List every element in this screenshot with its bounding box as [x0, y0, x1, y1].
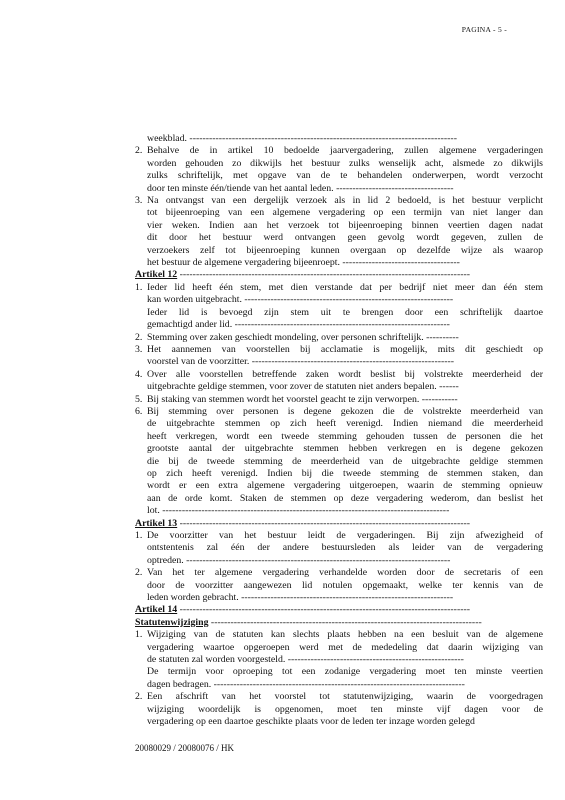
article-filler-dashes: -----------------------------------------------------------------------------------------: [177, 604, 470, 616]
text-line: leden worden gebracht. -----------------------------------------------------------------: [147, 592, 454, 604]
text-line: vergadering waartoe opgeroepen werd met de mededeling dat daarin wijziging van: [147, 641, 543, 653]
list-item: [135, 133, 543, 145]
text-line: worden gehouden zo dikwijls het bestuur zulks wenselijk acht, alsmede zo dikwijls: [147, 157, 543, 169]
text-line: dit door het bestuur werd ontvangen geen gevolg wordt gegeven, zullen de: [147, 232, 543, 244]
text-line: door ten minste één/tiende van het aantal leden. ------------------------------------: [147, 182, 454, 194]
text-line: op zich heeft verenigd. Indien bij die tweede stemming de stemmen staken, dan: [147, 467, 543, 479]
list-item: [135, 369, 543, 394]
list-item-number: 6.: [135, 405, 143, 417]
text-line: Stemming over zaken geschiedt mondeling, over personen schriftelijk. ----------: [147, 331, 459, 343]
document-body: [135, 133, 543, 729]
text-line: door de voorzitter aangewezen lid notulen opgemaakt, welke ter kennis van de: [147, 579, 543, 591]
list-item-number: 3.: [135, 343, 143, 355]
text-line: Het aannemen van voorstellen bij acclamatie is mogelijk, mits dit geschiedt op: [147, 343, 543, 355]
list-item-number: [135, 133, 147, 145]
list-item: [135, 629, 543, 691]
page-number: PAGINA - 5 -: [461, 25, 507, 34]
text-line: die bij de tweede stemming de meerderheid van de uitgebrachte geldige stemmen: [147, 455, 543, 467]
list-item: [135, 344, 543, 369]
list-item-number: 1.: [135, 629, 143, 641]
list-item-number: 2.: [135, 567, 143, 579]
text-line: Ieder lid heeft één stem, met dien verstande dat per bedrijf niet meer dan één stem: [147, 281, 543, 293]
list-item: [135, 394, 543, 406]
list-item: [135, 691, 543, 728]
text-line: Een afschrift van het voorstel tot statutenwijziging, waarin de voorgedragen: [147, 691, 543, 703]
text-line: de statuten zal worden voorgesteld. ------------------------------------------------------: [147, 654, 464, 666]
text-line: verzoekers zelf tot bijeenroeping kunnen overgaan op dezelfde wijze als waarop: [147, 244, 543, 256]
text-line: het bestuur de algemene vergadering bijeenroept. ------------------------------------: [147, 257, 460, 269]
article-filler-dashes: -----------------------------------------------------------------------------------------: [177, 269, 470, 281]
article-title: Artikel 13: [135, 517, 178, 529]
text-line: grootste aantal der uitgebrachte stemmen hebben verkregen en is degene gekozen: [147, 443, 543, 455]
text-line: ontstentenis zal één der andere bestuursleden als leider van de vergadering: [147, 542, 543, 554]
text-line: De voorzitter van het bestuur leidt de vergaderingen. Bij zijn afwezigheid of: [147, 530, 543, 541]
article-heading: [135, 518, 543, 530]
text-line: Wijziging van de statuten kan slechts plaats hebben na een besluit van de algemene: [147, 629, 543, 641]
text-line: Over alle voorstellen betreffende zaken wordt beslist bij volstrekte meerderheid der: [147, 368, 543, 380]
text-line: voorstel van de voorzitter. --------------------------------------------------------------: [147, 356, 455, 368]
text-line: wijziging woordelijk is opgenomen, moet ten minste vijf dagen voor de: [147, 703, 543, 715]
article-title: Artikel 14: [135, 604, 178, 616]
text-line: Na ontvangst van een dergelijk verzoek als in lid 2 bedoeld, is het bestuur verplicht: [147, 195, 543, 207]
list-item-number: 2.: [135, 691, 143, 703]
text-line: uitgebrachte geldige stemmen, voor zover de statuten niet anders bepalen. ------: [147, 381, 459, 393]
article-heading: [135, 604, 543, 616]
text-line: weekblad. ----------------------------------------------------------------------------------: [147, 133, 457, 144]
text-line: aan de orde komt. Staken de stemmen op deze vergadering wederom, dan beslist het: [147, 492, 543, 504]
text-line: kan worden uitgebracht. ----------------------------------------------------------------: [147, 294, 454, 306]
list-item: [135, 282, 543, 332]
list-item-number: 5.: [135, 393, 143, 405]
list-item: [135, 145, 543, 195]
article-heading: [135, 269, 543, 281]
article-filler-dashes: -----------------------------------------------------------------------------------: [208, 616, 482, 628]
text-line: optreden. ---------------------------------------------------------------------------------: [147, 554, 451, 566]
text-line: Behalve de in artikel 10 bedoelde jaarvergadering, zullen algemene vergaderingen: [147, 145, 543, 157]
text-line: heeft verkregen, wordt een tweede stemming gehouden tussen de personen die het: [147, 430, 543, 442]
text-line: de uitgebrachte stemmen op zich heeft verenigd. Indien niemand die meerderheid: [147, 418, 543, 430]
list-item: [135, 530, 543, 567]
list-item-number: 2.: [135, 145, 143, 157]
list-item-number: 4.: [135, 368, 143, 380]
text-line: zulks schriftelijk, met opgave van de te behandelen onderwerpen, wordt verzocht: [147, 170, 543, 182]
article-heading: [135, 617, 543, 629]
list-item-number: 1.: [135, 281, 143, 293]
text-line: lot. ----------------------------------------------------------------------------------------: [147, 505, 450, 517]
article-title: Statutenwijziging: [135, 616, 209, 628]
list-item: [135, 332, 543, 344]
list-item-number: 3.: [135, 195, 143, 207]
text-line: De termijn voor oproeping tot een zodanige vergadering moet ten minste veertien: [147, 666, 543, 678]
list-item: [135, 195, 543, 269]
text-line: tot bijeenroeping van een algemene vergadering op een termijn van niet langer dan: [147, 207, 543, 219]
text-line: Ieder lid is bevoegd zijn stem uit te brengen door een schriftelijk daartoe: [147, 306, 543, 318]
text-line: dagen bedragen. -----------------------------------------------------------------------------: [147, 678, 465, 690]
document-reference: 20080029 / 20080076 / HK: [135, 743, 234, 753]
list-item-number: 1.: [135, 530, 143, 541]
text-line: Bij staking van stemmen wordt het voorstel geacht te zijn verworpen. -----------: [147, 393, 458, 405]
list-item: [135, 567, 543, 604]
article-title: Artikel 12: [135, 269, 178, 281]
article-filler-dashes: -----------------------------------------------------------------------------------------: [177, 517, 470, 529]
text-line: Bij stemming over personen is degene gekozen die de volstrekte meerderheid van: [147, 405, 543, 417]
text-line: Van het ter algemene vergadering verhandelde worden door de secretaris of een: [147, 567, 543, 579]
list-item: [135, 406, 543, 518]
text-line: wordt er een extra algemene vergadering uitgeroepen, waarin de stemming opnieuw: [147, 480, 543, 492]
text-line: vergadering op een daartoe geschikte plaats voor de leden ter inzage worden gelegd: [147, 716, 475, 728]
list-item-number: 2.: [135, 331, 143, 343]
text-line: gemachtigd ander lid. ------------------------------------------------------------------: [147, 319, 450, 331]
text-line: vier weken. Indien aan het verzoek tot bijeenroeping binnen veertien dagen nadat: [147, 219, 543, 231]
